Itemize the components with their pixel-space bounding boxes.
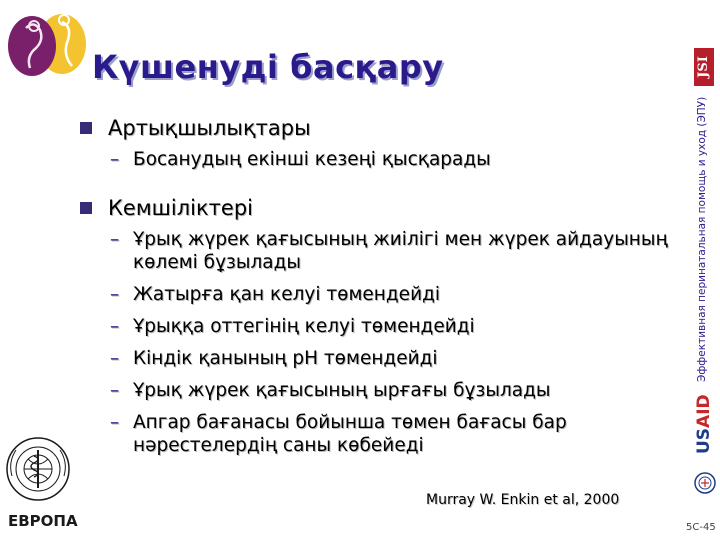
list-item-text: Босанудың екінші кезеңі қысқарады <box>133 149 491 170</box>
who-europe-logo-icon <box>4 436 72 502</box>
list-item <box>78 411 670 457</box>
list-item <box>78 315 670 338</box>
citation: Murray W. Enkin et al, 2000 <box>426 492 620 508</box>
section-heading-text: Кемшіліктері <box>108 196 253 220</box>
slide-title: Күшенуді басқару <box>92 48 444 86</box>
list-item-text: Кіндік қанының рН төмендейді <box>133 348 438 369</box>
dash-bullet-icon: – <box>110 348 120 369</box>
square-bullet-icon <box>80 122 92 134</box>
list-item <box>78 148 670 171</box>
list-item-text: Ұрық жүрек қағысының ырғағы бұзылады <box>133 380 551 401</box>
usaid-logo-text: USAID <box>694 394 714 454</box>
list-item-text: Ұрық жүрек қағысының жиілігі мен жүрек айдауының көлемі бұзылады <box>133 229 668 273</box>
usaid-seal-icon <box>694 470 716 496</box>
list-item <box>78 228 670 274</box>
list-item <box>78 283 670 306</box>
dash-bullet-icon: – <box>110 412 120 433</box>
list-item-text: Ұрыққа оттегінің келуі төмендейді <box>133 316 475 337</box>
dash-bullet-icon: – <box>110 316 120 337</box>
dash-bullet-icon: – <box>110 149 120 170</box>
list-item-text: Апгар бағанасы бойынша төмен бағасы бар нәрестелердің саны көбейеді <box>133 412 567 456</box>
dash-bullet-icon: – <box>110 380 120 401</box>
slide-number: 5C-45 <box>686 522 716 533</box>
section-heading-text: Артықшылықтары <box>108 116 311 140</box>
list-item-text: Жатырға қан келуі төмендейді <box>133 284 441 305</box>
jsi-logo-text: JSI <box>696 56 711 78</box>
list-item <box>78 347 670 370</box>
sidebar-program-text: Эффективная перинатальная помощь и уход (ЭПУ) <box>696 96 708 382</box>
section-heading-advantages <box>78 114 670 142</box>
dash-bullet-icon: – <box>110 229 120 250</box>
who-europe-label: ЕВРОПА <box>8 512 78 530</box>
usaid-logo <box>692 394 718 532</box>
mother-child-logo <box>4 8 88 80</box>
square-bullet-icon <box>80 202 92 214</box>
jsi-logo <box>694 48 714 86</box>
section-heading-disadvantages <box>78 194 670 222</box>
dash-bullet-icon: – <box>110 284 120 305</box>
list-item <box>78 379 670 402</box>
slide-content <box>78 114 670 466</box>
